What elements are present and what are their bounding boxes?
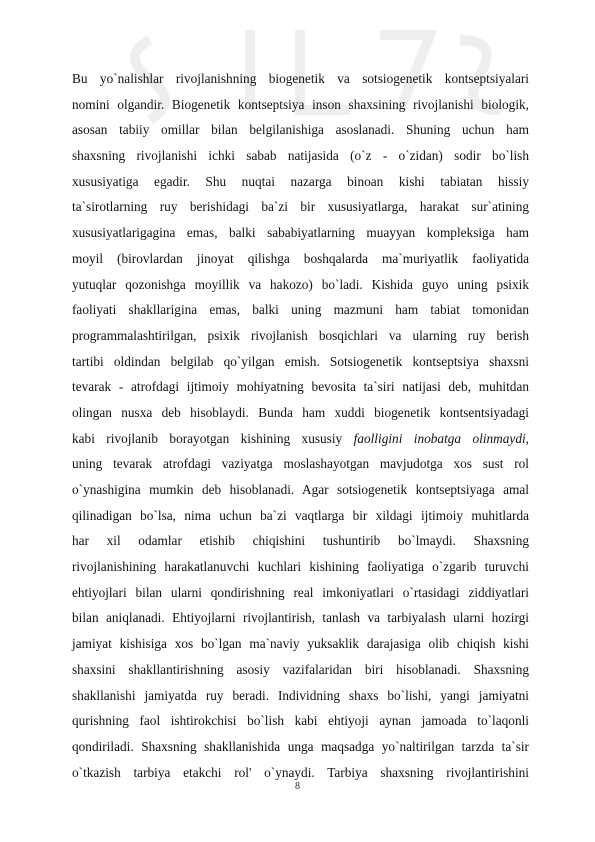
page-number: 8 [295,781,300,792]
text-line: har xil odamlar etishib chiqishini tushuntirib bo`lmaydi. Shaxsning [72,533,529,549]
text-line: xususiyatiga egadir. Shu nuqtai nazarga binoan kishi tabiatan hissiy [72,173,529,189]
text-line: shaxsning rivojlanishi ichki sabab natijasida (o`z - o`zidan) sodir bo`lish [72,148,529,164]
body-text [72,66,529,785]
punctuation: , [525,430,529,446]
text-line: jamiyat kishisiga xos bo`lgan ma`naviy yuksaklik darajasiga olib chiqish kishi [72,636,529,652]
text-line: qurishning faol ishtirokchisi bo`lish kabi ehtiyoji aynan jamoada to`laqonli [72,713,529,729]
italic-phrase: faolligini inobatga olinmaydi [353,430,526,446]
text-line: uning tevarak atrofdagi vaziyatga moslashayotgan mavjudotga xos sust rol [72,456,529,472]
text-segment: kabi rivojlanib borayotgan kishining xususiy [72,430,343,446]
text-line: shakllanishi jamiyatda ruy beradi. Individning shaxs bo`lishi, yangi jamiyatni [72,687,529,703]
text-line: rivojlanishining harakatlanuvchi kuchlari kishining faoliyatiga o`zgarib turuvchi [72,559,529,575]
text-line: ehtiyojlari bilan ularni qondirishning real imkoniyatlari o`rtasidagi ziddiyatlari [72,584,529,600]
text-line: xususiyatlarigagina emas, balki sababiyatlarning muayyan kompleksiga ham [72,225,529,241]
text-line-with-italic [72,426,529,452]
text-line: asosan tabiiy omillar bilan belgilanishiga asoslanadi. Shuning uchun ham [72,122,529,138]
text-line: yutuqlar qozonishga moyillik va hakozo) bo`ladi. Kishida guyo uning psixik [72,276,529,292]
text-line: qondiriladi. Shaxsning shakllanishida unga maqsadga yo`naltirilgan tarzda ta`sir [72,738,529,754]
text-line: tartibi oldindan belgilab qo`yilgan emish. Sotsiogenetik kontseptsiya shaxsni [72,353,529,369]
text-line: olingan nusxa deb hisoblaydi. Bunda ham xuddi biogenetik kontsentsiyadagi [72,404,529,420]
text-line: programmalashtirilgan, psixik rivojlanish bosqichlari va ularning ruy berish [72,327,529,343]
text-line: moyil (birovlardan jinoyat qilishga boshqalarda ma`muriyatlik faoliyatida [72,250,529,266]
text-line: Bu yo`nalishlar rivojlanishning biogenetik va sotsiogenetik kontseptsiyalari [72,71,529,86]
text-line: tevarak - atrofdagi ijtimoiy mohiyatning bevosita ta`siri natijasi deb, muhitdan [72,379,529,395]
text-line: shaxsini shakllantirishning asosiy vazifalaridan biri hisoblanadi. Shaxsning [72,661,529,677]
text-line: bilan aniqlanadi. Ehtiyojlarni rivojlantirish, tanlash va tarbiyalash ularni hozirgi [72,610,529,626]
text-line: qilinadigan bo`lsa, nima uchun ba`zi vaqtlarga bir xildagi ijtimoiy muhitlarda [72,507,529,523]
text-line: o`ynashigina mumkin deb hisoblanadi. Agar sotsiogenetik kontseptsiyaga amal [72,482,529,497]
text-line: ta`sirotlarning ruy berishidagi ba`zi bir xususiyatlarga, harakat sur`atining [72,199,529,215]
text-line: faoliyati shakllarigina emas, balki uning mazmuni ham tabiat tomonidan [72,302,529,318]
text-line: o`tkazish tarbiya etakchi rol' o`ynaydi. Tarbiya shaxsning rivojlantirishini [72,764,529,780]
text-line: nomini olgandir. Biogenetik kontseptsiya inson shaxsining rivojlanishi biologik, [72,96,529,112]
